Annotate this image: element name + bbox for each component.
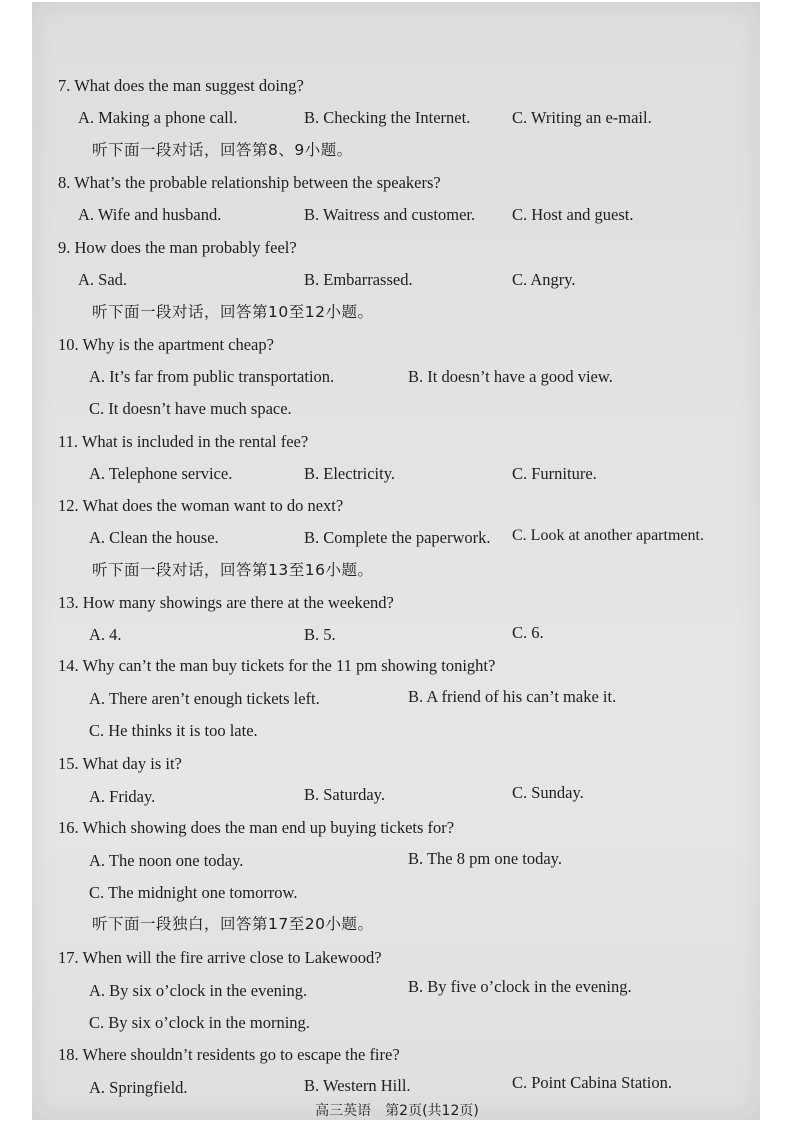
- option-11b: B. Electricity.: [304, 464, 396, 483]
- option-17c: C. By six o’clock in the morning.: [89, 1013, 310, 1032]
- instruction-10-12: 听下面一段对话，回答第10至12小题。: [92, 303, 374, 321]
- option-10b: B. It doesn’t have a good view.: [408, 367, 613, 386]
- question-9: 9. How does the man probably feel?: [58, 238, 297, 257]
- option-8a: A. Wife and husband.: [78, 205, 222, 224]
- option-15c: C. Sunday.: [512, 783, 584, 802]
- option-9c: C. Angry.: [512, 270, 576, 289]
- question-16: 16. Which showing does the man end up buying tickets for?: [58, 818, 455, 837]
- option-11c: C. Furniture.: [512, 464, 597, 483]
- question-15: 15. What day is it?: [58, 754, 182, 773]
- instruction-17-20: 听下面一段独白，回答第17至20小题。: [92, 915, 374, 933]
- option-18b: B. Western Hill.: [304, 1076, 411, 1095]
- option-16a: A. The noon one today.: [89, 851, 244, 870]
- option-8c: C. Host and guest.: [512, 205, 634, 224]
- option-12a: A. Clean the house.: [89, 528, 219, 547]
- question-17: 17. When will the fire arrive close to Lakewood?: [58, 948, 382, 967]
- question-18: 18. Where shouldn’t residents go to escape the fire?: [58, 1045, 400, 1064]
- option-9b: B. Embarrassed.: [304, 270, 413, 289]
- option-11a: A. Telephone service.: [89, 464, 233, 483]
- option-7c: C. Writing an e-mail.: [512, 108, 652, 127]
- instruction-8-9: 听下面一段对话，回答第8、9小题。: [92, 141, 353, 159]
- question-7: 7. What does the man suggest doing?: [58, 76, 304, 95]
- option-7b: B. Checking the Internet.: [304, 108, 471, 127]
- option-13b: B. 5.: [304, 625, 336, 644]
- instruction-13-16: 听下面一段对话，回答第13至16小题。: [92, 561, 374, 579]
- option-10c: C. It doesn’t have much space.: [89, 399, 292, 418]
- option-14b: B. A friend of his can’t make it.: [408, 687, 617, 706]
- option-14c: C. He thinks it is too late.: [89, 721, 258, 740]
- question-8: 8. What’s the probable relationship between the speakers?: [58, 173, 441, 192]
- question-11: 11. What is included in the rental fee?: [58, 432, 309, 451]
- option-14a: A. There aren’t enough tickets left.: [89, 689, 320, 708]
- option-13c: C. 6.: [512, 623, 544, 642]
- option-8b: B. Waitress and customer.: [304, 205, 476, 224]
- option-15b: B. Saturday.: [304, 785, 385, 804]
- option-16b: B. The 8 pm one today.: [408, 849, 562, 868]
- question-10: 10. Why is the apartment cheap?: [58, 335, 274, 354]
- option-18a: A. Springfield.: [89, 1078, 188, 1097]
- question-14: 14. Why can’t the man buy tickets for the 11 pm showing tonight?: [58, 656, 496, 675]
- option-13a: A. 4.: [89, 625, 122, 644]
- option-18c: C. Point Cabina Station.: [512, 1073, 672, 1092]
- option-10a: A. It’s far from public transportation.: [89, 367, 335, 386]
- option-17b: B. By five o’clock in the evening.: [408, 977, 632, 996]
- option-12c: C. Look at another apartment.: [512, 527, 704, 544]
- option-16c: C. The midnight one tomorrow.: [89, 883, 298, 902]
- question-13: 13. How many showings are there at the weekend?: [58, 593, 394, 612]
- option-7a: A. Making a phone call.: [78, 108, 238, 127]
- option-9a: A. Sad.: [78, 270, 128, 289]
- option-17a: A. By six o’clock in the evening.: [89, 981, 308, 1000]
- option-12b: B. Complete the paperwork.: [304, 528, 491, 547]
- question-12: 12. What does the woman want to do next?: [58, 496, 344, 515]
- option-15a: A. Friday.: [89, 787, 156, 806]
- page-footer: 高三英语 第2页(共12页): [315, 1103, 479, 1119]
